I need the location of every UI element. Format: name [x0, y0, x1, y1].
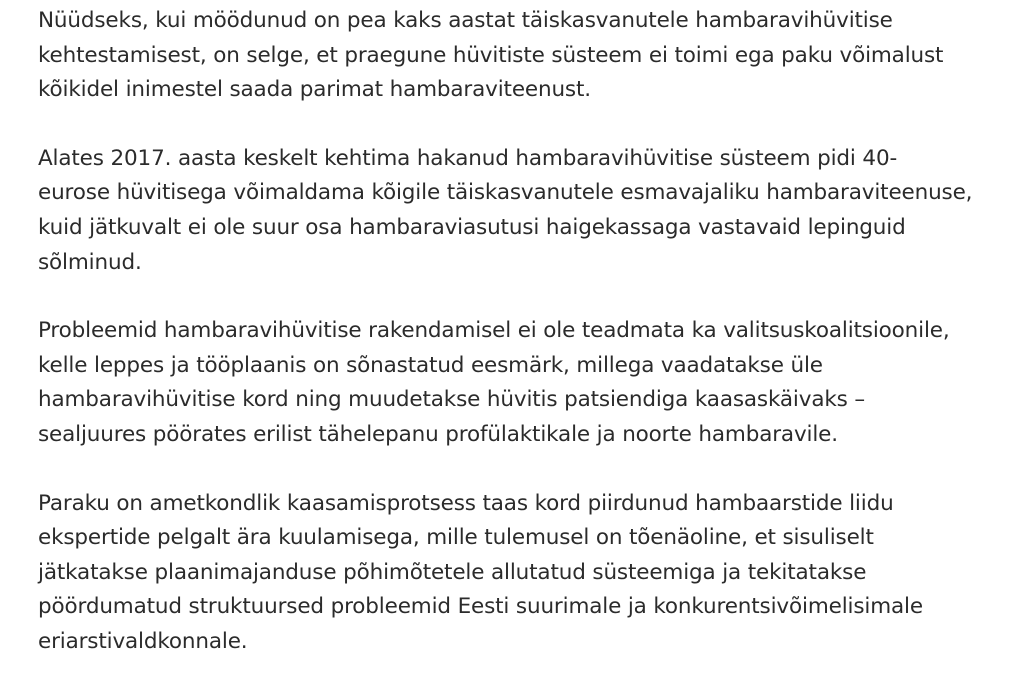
- text-line: ekspertide pelgalt ära kuulamisega, mille tulemusel on tõenäoline, et sisuliselt: [38, 525, 874, 551]
- paragraph-2: [38, 142, 998, 280]
- text-line: eurose hüvitisega võimaldama kõigile täiskasvanutele esmavajaliku hambaraviteenuse,: [38, 180, 973, 206]
- text-line: Paraku on ametkondlik kaasamisprotsess taas kord piirdunud hambaarstide liidu: [38, 490, 894, 516]
- text-line: Nüüdseks, kui möödunud on pea kaks aastat täiskasvanutele hambaravihüvitise: [38, 8, 893, 33]
- text-line: sealjuures pöörates erilist tähelepanu profülaktikale ja noorte hambaravile.: [38, 421, 838, 447]
- text-line: eriarstivaldkonnale.: [38, 628, 248, 654]
- text-line: sõlminud.: [38, 249, 142, 275]
- paragraph-1: [38, 4, 998, 108]
- article-body: [38, 4, 998, 694]
- text-line: kuid jätkuvalt ei ole suur osa hambaraviasutusi haigekassaga vastavaid lepinguid: [38, 214, 906, 240]
- text-line: kelle leppes ja tööplaanis on sõnastatud eesmärk, millega vaadatakse üle: [38, 352, 823, 378]
- text-line: hambaravihüvitise kord ning muudetakse hüvitis patsiendiga kaasaskäivaks –: [38, 387, 865, 413]
- text-line: Alates 2017. aasta keskelt kehtima hakanud hambaravihüvitise süsteem pidi 40-: [38, 145, 898, 171]
- text-line: pöördumatud struktuursed probleemid Eesti suurimale ja konkurentsivõimelisimale: [38, 594, 923, 620]
- paragraph-4: [38, 487, 998, 660]
- paragraph-3: [38, 314, 998, 452]
- text-line: Probleemid hambaravihüvitise rakendamisel ei ole teadmata ka valitsuskoalitsioonile,: [38, 318, 950, 344]
- text-line: jätkatakse plaanimajanduse põhimõtetele allutatud süsteemiga ja tekitatakse: [38, 559, 867, 585]
- text-line: kehtestamisest, on selge, et praegune hüvitiste süsteem ei toimi ega paku võimalust: [38, 42, 944, 68]
- text-line: kõikidel inimestel saada parimat hambaraviteenust.: [38, 77, 591, 103]
